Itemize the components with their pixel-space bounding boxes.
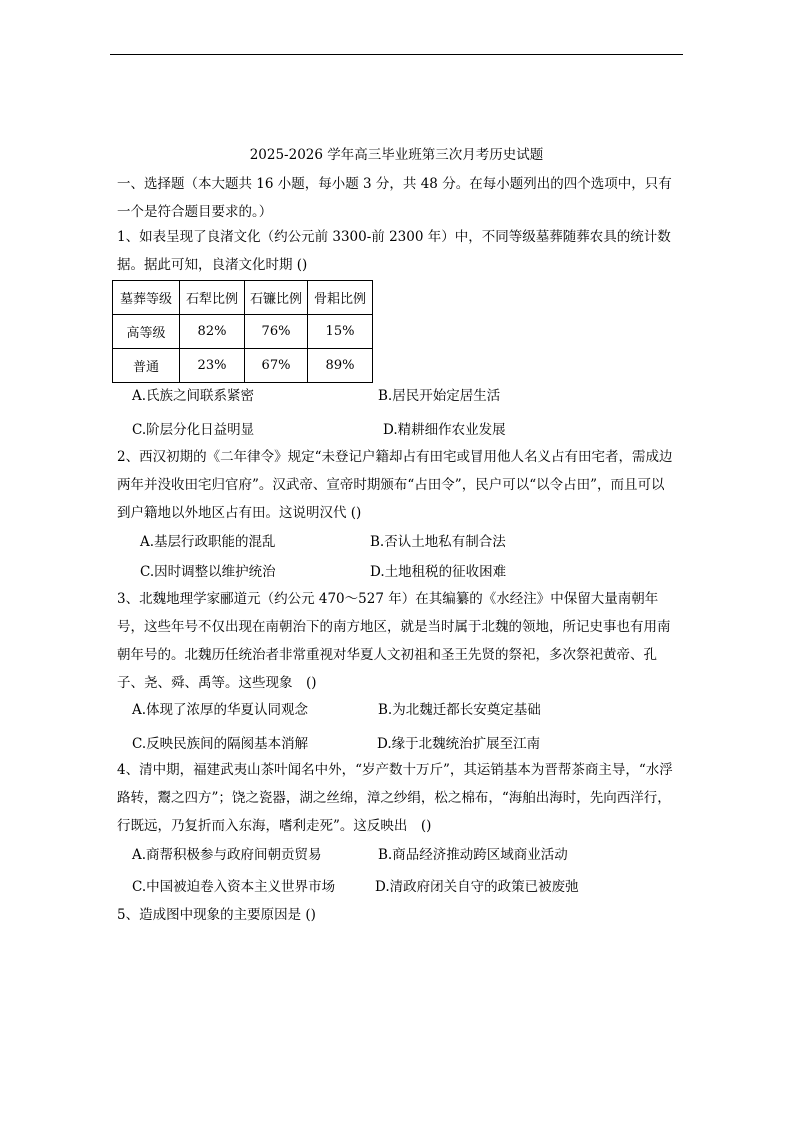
table-header-cell: 骨耜比例 bbox=[308, 281, 373, 315]
table-cell: 82% bbox=[180, 315, 245, 349]
burial-tools-table bbox=[112, 280, 373, 383]
question-4-option-a: A.商帮积极参与政府间朝贡贸易 bbox=[132, 847, 322, 863]
header-rule bbox=[110, 54, 683, 55]
question-3-stem: 3、北魏地理学家郦道元（约公元 470～527 年）在其编纂的《水经注》中保留大量南朝年号，这些年号不仅出现在南朝治下的南方地区，就是当时属于北魏的领地，所记史事也有用南朝年号的。北魏历任统治者非常重视对华夏人文初祖和圣王先贤的祭祀，多次祭祀黄帝、孔子、尧、舜、禹等。这些现象 () bbox=[117, 591, 671, 691]
question-2-option-c: C.因时调整以维护统治 bbox=[140, 564, 276, 580]
table-cell: 76% bbox=[245, 315, 308, 349]
question-3-option-c: C.反映民族间的隔阂基本消解 bbox=[132, 736, 309, 752]
question-3-option-a: A.体现了浓厚的华夏认同观念 bbox=[132, 702, 309, 718]
question-4-option-b: B.商品经济推动跨区域商业活动 bbox=[378, 847, 568, 863]
question-4-option-d: D.清政府闭关自守的政策已被废弛 bbox=[375, 879, 579, 895]
table-cell: 普通 bbox=[113, 349, 180, 383]
table-cell: 高等级 bbox=[113, 315, 180, 349]
question-1-option-d: D.精耕细作农业发展 bbox=[383, 422, 506, 438]
table-header-cell: 墓葬等级 bbox=[113, 281, 180, 315]
table-cell: 89% bbox=[308, 349, 373, 383]
question-2-option-d: D.土地租税的征收困难 bbox=[370, 564, 507, 580]
question-1-stem: 1、如表呈现了良渚文化（约公元前 3300-前 2300 年）中，不同等级墓葬随葬农具的统计数据。据此可知，良渚文化时期 () bbox=[117, 229, 671, 273]
question-4-stem: 4、清中期，福建武夷山茶叶闻名中外，“岁产数十万斤”，其运销基本为晋帮茶商主导，“水浮路转，鬻之四方”；饶之瓷器，湖之丝绵，漳之纱绢，松之棉布，“海舶出海时，先向西洋行，行既远，乃复折而入东海，嗜利走死”。这反映出 () bbox=[117, 762, 673, 834]
table-header-cell: 石犁比例 bbox=[180, 281, 245, 315]
question-3-option-d: D.缘于北魏统治扩展至江南 bbox=[377, 736, 541, 752]
table-header-row bbox=[113, 281, 373, 315]
question-1-option-a: A.氏族之间联系紧密 bbox=[132, 388, 255, 404]
table-row bbox=[113, 315, 373, 349]
question-1-option-b: B.居民开始定居生活 bbox=[378, 388, 501, 404]
question-4-option-c: C.中国被迫卷入资本主义世界市场 bbox=[132, 879, 336, 895]
page-title: 2025-2026 学年高三毕业班第三次月考历史试题 bbox=[249, 147, 544, 163]
section-intro: 一、选择题（本大题共 16 小题，每小题 3 分，共 48 分。在每小题列出的四个选项中，只有一个是符合题目要求的。） bbox=[117, 176, 672, 220]
question-3-option-b: B.为北魏迁都长安奠定基础 bbox=[378, 702, 541, 718]
question-2-option-a: A.基层行政职能的混乱 bbox=[140, 534, 276, 550]
question-1-option-c: C.阶层分化日益明显 bbox=[132, 422, 255, 438]
question-2-stem: 2、西汉初期的《二年律令》规定“未登记户籍却占有田宅或冒用他人名义占有田宅者，需成边两年并没收田宅归官府”。汉武帝、宣帝时期颁布“占田令”，民户可以“以令占田”，而且可以到户籍地以外地区占有田。这说明汉代 () bbox=[117, 449, 673, 521]
table-row bbox=[113, 349, 373, 383]
table-header-cell: 石镰比例 bbox=[245, 281, 308, 315]
question-5-stem: 5、造成图中现象的主要原因是 () bbox=[117, 907, 316, 923]
table-cell: 15% bbox=[308, 315, 373, 349]
table-cell: 67% bbox=[245, 349, 308, 383]
question-2-option-b: B.否认土地私有制合法 bbox=[370, 534, 506, 550]
table-cell: 23% bbox=[180, 349, 245, 383]
